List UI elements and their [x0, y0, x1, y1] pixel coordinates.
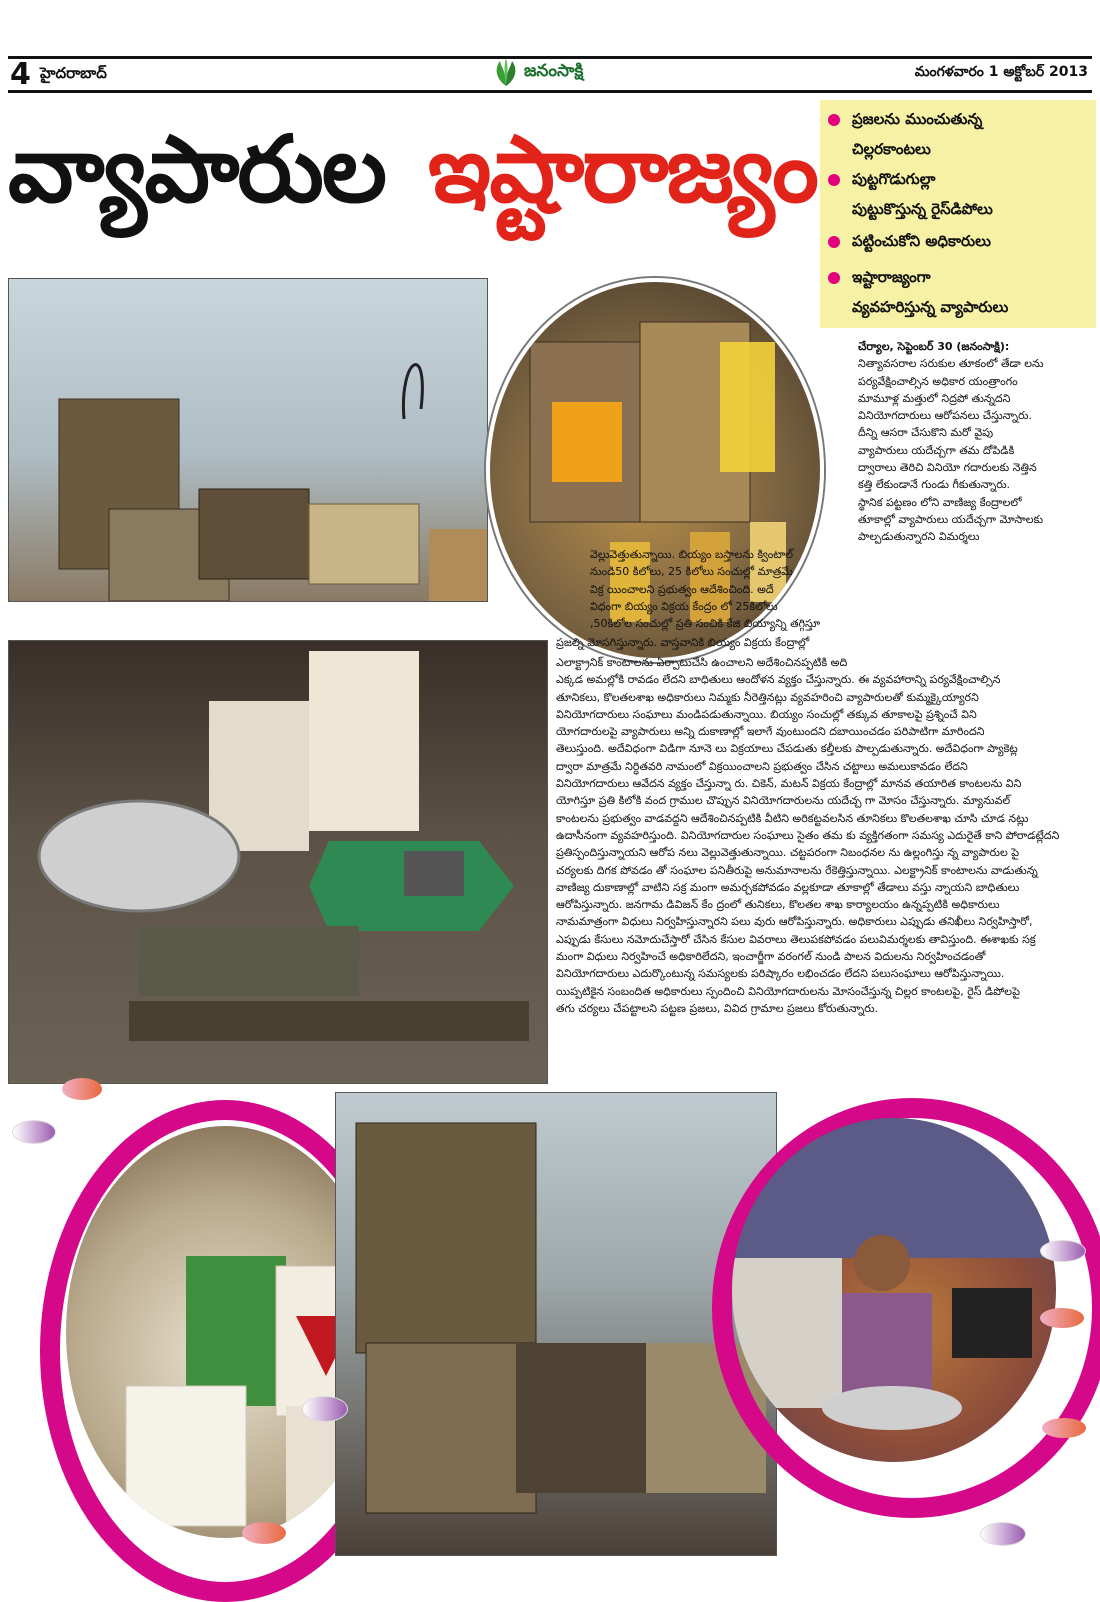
oil-tins-illustration — [9, 279, 487, 601]
decorative-oval — [1040, 1308, 1084, 1328]
article-paragraph — [556, 654, 1096, 1017]
highlights-box — [820, 100, 1096, 328]
article-line: మామూళ్ల మత్తులో నిద్రపో తున్నదని — [858, 391, 1011, 405]
decorative-oval — [242, 1522, 286, 1544]
article-line: తూకాల్లో వ్యాపారులు యదేచ్చగా మోసాలకు — [858, 512, 1044, 526]
decorative-oval — [1040, 1240, 1086, 1262]
photo-oil-tins — [8, 278, 488, 602]
masthead-logo — [492, 55, 610, 89]
article-line: విక్ర యించాలని ప్రభుత్వం ఆదేశించింది. అదే — [590, 582, 774, 596]
article-line: వినియోగదారులు ఆరోపనలు చేస్తున్నారు. — [858, 409, 1032, 423]
article-line: చర్యలకు దిగక పోవడం తో సంఘాల పనితీరుపై అనుమానాలను రేకెత్తిస్తున్నాయి. ఎలక్ట్రానిక్ కాంటాలను వాడుతున్న — [556, 863, 1038, 877]
highlight-line: పుట్టగొడుగుల్లా — [852, 170, 936, 188]
highlight-line: పట్టించుకోని అధికారులు — [852, 232, 991, 250]
highlight-item — [828, 164, 1092, 224]
article-line: వినియోగదారులు ఆవేదన వ్యక్తం చేస్తున్నా రు. చికెన్, మటన్ విక్రయ కేంద్రాల్లో మానవ తయారిత కాంటలను విని — [556, 777, 1022, 791]
article-line: యిప్పటికైన సంబందిత అధికారులు స్పందించి వినియోగదారులను మోసంచేస్తున్న చిల్లర కాంటలపై, రైస్ డిపోలపై — [556, 984, 1020, 998]
highlight-item — [828, 104, 1092, 164]
decorative-oval — [12, 1120, 56, 1144]
bullet-dot-icon — [828, 174, 840, 186]
article-line: యోగదారులపై వ్యాపారులు అన్ని దుకాణాల్లో ఇలాగే వుంటుందని దబాయించడం పరిపాటిగా మారిందని — [556, 725, 985, 739]
article-line: పర్యవేక్షించాల్సిన అధికార యంత్రాంగం — [858, 374, 1018, 388]
highlight-line: ఇష్టారాజ్యంగా — [852, 268, 931, 286]
article-line: నుండి50 కిలోలు, 25 కిలోలు సంచుల్లో మాత్రమే — [590, 565, 793, 579]
article-line: నామమాత్రంగా విధులు నిర్వహిస్తున్నారని పలు వురు ఆరోపిస్తున్నారు. అధికారులు ఎప్పుడు తనిఖీలు నిర్వహిస్తారో, — [556, 915, 1033, 929]
photo-tins-center — [335, 1092, 777, 1556]
article-column-top — [858, 338, 1096, 546]
highlight-item — [828, 262, 1092, 322]
article-line: వినియోగదారులు ఎదుర్కొంటున్న సమస్యలకు పరిష్కారం లభించడం లేదని పలుసంఘాలు ఆరోపిస్తున్నాయి. — [556, 967, 1005, 981]
highlight-line: ప్రజలను ముంచుతున్న — [852, 110, 983, 128]
article-line: ఉదాసీనంగా వ్యవహరిస్తుంది. వినియోగదారుల సంఘాలు సైతం తమ కు వ్యక్తిగతంగా సమస్య ఎదురైతే కాని పోరాడట్లేదని — [556, 828, 1060, 842]
decorative-oval — [62, 1078, 102, 1100]
article-line: ఎప్పుడు కేసులు నమోదుచేస్తారో చేసిన కేసుల వివరాలు తెలుపకపోవడం పలువిమర్శలకు తావిస్తుంది. ఈశాఖకు సక్ర — [556, 932, 1036, 946]
article-paragraph — [556, 634, 1096, 651]
weighing-scale-illustration — [9, 641, 547, 1083]
decorative-oval — [1042, 1418, 1086, 1438]
article-line: ప్రతిస్పందిస్తున్నాయని ఆరోప నలు వెల్లువెత్తుతున్నాయి. చట్టపరంగా నిబంధనల ను ఉల్లంగిస్తు న్న వ్యాపారుల పై — [556, 846, 1020, 860]
article-line: ప్రజల్ని మోసగిస్తున్నారు. వాస్తవానికి బియ్యం విక్రయ కేంద్రాల్లో — [556, 636, 810, 649]
decorative-oval — [980, 1522, 1026, 1546]
article-line: వ్యాపారులు యదేచ్చగా తమ దోపిడికి — [858, 443, 1015, 457]
issue-date: మంగళవారం 1 అక్టోబర్ 2013 — [914, 64, 1088, 80]
bullet-dot-icon — [828, 272, 840, 284]
header-rule-bottom — [8, 90, 1092, 93]
article-column-mid-lead — [556, 634, 1096, 651]
article-line: విధంగా బియ్యం విక్రయ కేంద్రం లో 25కిలోలు — [590, 599, 778, 613]
leaf-logo-icon — [492, 57, 520, 87]
headline-part-1: వ్యాపారుల — [8, 116, 386, 223]
highlight-line: వ్యవహరిస్తున్న వ్యాపారులు — [852, 298, 1009, 316]
article-line: ద్వారాలు తెరిచి వినియో గదారులకు నెత్తిన — [858, 461, 1037, 475]
article-line: తూనికలు, కొలతలశాఖ అధికారులు నిమ్మకు నీరెత్తినట్లు వ్యవహరించి వ్యాపారులతో కుమ్మక్కైయ్యారని — [556, 690, 979, 704]
article-line: నిత్యావసరాల సరుకుల తూకంలో తేడా లను — [858, 357, 1044, 371]
article-line: కాంటలను ప్రభుత్వం వాడవద్దని ఆదేశించినప్పటికి వీటిని అరికట్టవలసిన తూనికలు కొలతలశాఖ చూసి చూడ నట్లు — [556, 811, 1029, 825]
edition-city: హైదరాబాద్ — [40, 64, 107, 82]
article-paragraph — [858, 355, 1096, 545]
article-line: ఎక్కడ అమల్లోకి రావడం లేదని బాధితులు ఆందోళన వ్యక్తం చేస్తున్నారు. ఈ వ్యవహారాన్ని పర్యవేక్షించాల్సిన — [556, 673, 1001, 687]
main-headline — [8, 100, 818, 240]
article-line: యోగిస్తూ ప్రతి కిలోకి వంద గ్రాముల చొప్పున వినియోగదారులను యదేచ్చ గా మోసం చేస్తున్నారు. మ్యానువల్ — [556, 794, 1011, 808]
article-line: పాల్పడుతున్నారని విమర్శలు — [858, 530, 980, 544]
bullet-dot-icon — [828, 114, 840, 126]
article-line: మంగా విధులు నిర్వహించే అధికారిలేదని, ఇంచార్జీగా వరంగల్ నుండి పాలన విదులను నిర్వహించడంతో — [556, 950, 986, 964]
shopkeeper-illustration — [732, 1118, 1056, 1462]
masthead-title: జనంసాక్షి — [524, 61, 584, 81]
article-column-mid — [556, 654, 1096, 1017]
page-number: 4 — [10, 57, 31, 92]
highlight-line: పుట్టుకొస్తున్న రైస్‌డిపోలు — [852, 200, 993, 218]
highlight-item — [828, 226, 1092, 256]
article-line: కత్తి లేకుండానే గుండు గీకుతున్నారు. — [858, 478, 1011, 492]
article-line: వినియోగదారులు సంఘాలు మండిపడుతున్నాయి. బియ్యం సంచుల్లో తక్కువ తూకాలపై ప్రశ్నించే విని — [556, 707, 977, 721]
article-line: ద్వారా మాత్రమే నిర్ధితవరి నామంలో విక్రయించాలని ప్రభుత్వం చేసిన చట్టాలు అమలుకావడం లేదని — [556, 759, 968, 773]
bullet-dot-icon — [828, 236, 840, 248]
article-line: ఎలాక్ట్రానిక్ కాంటాలను ఏర్పాటుచేసి ఉంచాలని అదేశించినప్పటికి అది — [556, 656, 848, 669]
article-line: తెలుస్తుంది. అదేవిధంగా విడిగా నూనె లు విక్రయాలు చేపడుతు కల్తీలకు పాల్పడుతున్నారు. అదేవిధంగా ప్యాకెట్ల — [556, 742, 1018, 756]
tins-center-illustration — [336, 1093, 776, 1555]
highlight-line: చిల్లరకాంటలు — [852, 140, 931, 158]
article-line: వాణిజ్య దుకాణాల్లో వాటిని సక్ర మంగా అమర్చకపోవడం వల్లకూడా తూకాల్లో తేడాలు వస్తు న్నాయని బాధితులు — [556, 880, 1020, 894]
article-line: దీన్ని ఆసరా చేసుకొని మరో వైపు — [858, 426, 994, 440]
article-dateline: చేర్యాల, సెప్టెంబర్ 30 (జనంసాక్షి): — [858, 340, 1010, 353]
article-line: వెల్లువెత్తుతున్నాయి. బియ్యం బస్తాలను క్వింటాల్ — [590, 548, 794, 561]
article-line: తగు చర్యలు చేపట్టాలని పట్టణ ప్రజలు, వివిద గ్రామాల ప్రజలు కోరుతున్నారు. — [556, 1001, 879, 1015]
photo-weighing-scale — [8, 640, 548, 1084]
article-column-top-wide — [590, 546, 1096, 632]
decorative-oval — [302, 1396, 348, 1422]
article-paragraph — [590, 546, 1096, 632]
photo-shopkeeper-round — [732, 1118, 1056, 1462]
article-line: స్థానిక పట్టణం లోని వాణిజ్య కేంద్రాలలో — [858, 495, 1022, 509]
headline-part-2: ఇష్టారాజ్యం — [428, 116, 817, 223]
article-line: ,50కిలోల సంచుల్లో ప్రతి సంచికి కేజి బియ్యాన్ని తగ్గిస్తూ — [590, 617, 821, 631]
article-line: ఆరోపిస్తున్నారు. జనగామ డివిజన్ కేం ద్రంలో తునికలు, కొలతల శాఖ కార్యాలయం ఉన్నప్పటికి అధికారులు — [556, 898, 1000, 912]
